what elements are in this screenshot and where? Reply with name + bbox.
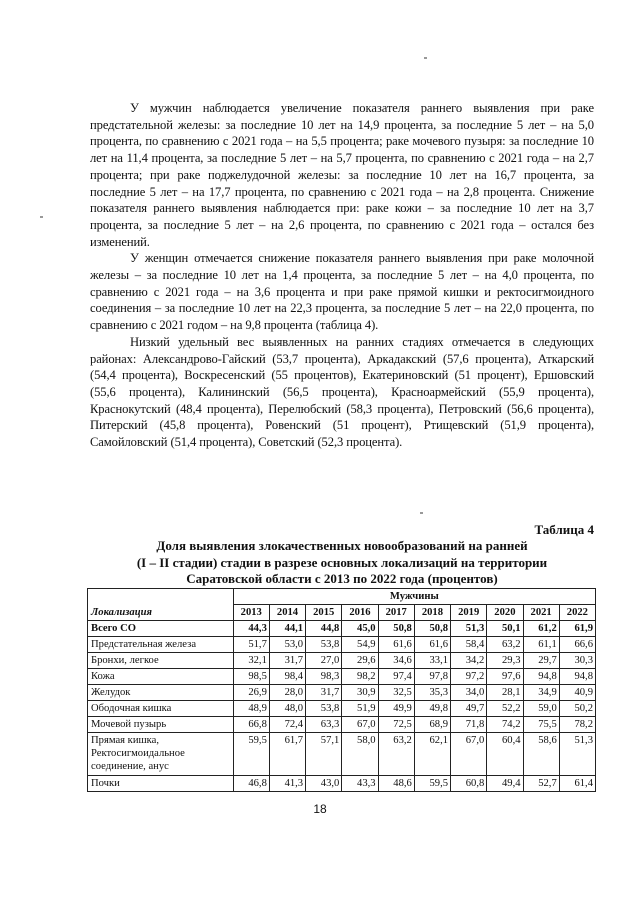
value-cell: 66,6 <box>559 637 595 653</box>
value-cell: 30,3 <box>559 653 595 669</box>
value-cell: 98,2 <box>342 669 378 685</box>
value-cell: 30,9 <box>342 685 378 701</box>
value-cell: 34,2 <box>451 653 487 669</box>
value-cell: 49,4 <box>487 776 523 792</box>
year-header: 2016 <box>342 605 378 621</box>
localization-cell: Мочевой пузырь <box>88 717 234 733</box>
paragraph-women: У женщин отмечается снижение показателя раннего выявления при раке молочной железы – за последние 10 лет на 1,4 процента, за последние 5 лет – на 4,0 процента, по сравнению с 2021 года – на 3,6 процента и при раке прямой кишки и ректосигмоидного соединения – за последние 10 лет на 22,3 процента, за последние 5 лет – на 22,0 процента, по сравнению с 2021 годом – на 9,8 процента (таблица 4). <box>90 251 594 333</box>
localization-cell: Кожа <box>88 669 234 685</box>
value-cell: 52,2 <box>487 701 523 717</box>
value-cell: 98,5 <box>233 669 269 685</box>
value-cell: 49,9 <box>378 701 414 717</box>
localization-header: Локализация <box>88 605 234 621</box>
localization-cell: Ободочная кишка <box>88 701 234 717</box>
value-cell: 59,5 <box>414 776 450 792</box>
table-title <box>90 538 594 588</box>
table-group-header-row <box>88 589 596 605</box>
value-cell: 61,1 <box>523 637 559 653</box>
value-cell: 32,5 <box>378 685 414 701</box>
value-cell: 29,3 <box>487 653 523 669</box>
value-cell: 26,9 <box>233 685 269 701</box>
body-text <box>90 100 594 451</box>
year-header: 2019 <box>451 605 487 621</box>
value-cell: 67,0 <box>451 733 487 776</box>
value-cell: 44,1 <box>269 621 305 637</box>
value-cell: 68,9 <box>414 717 450 733</box>
value-cell: 33,1 <box>414 653 450 669</box>
group-header: Мужчины <box>233 589 595 605</box>
value-cell: 44,8 <box>306 621 342 637</box>
value-cell: 63,2 <box>378 733 414 776</box>
data-table <box>87 588 596 792</box>
value-cell: 50,1 <box>487 621 523 637</box>
value-cell: 51,3 <box>559 733 595 776</box>
value-cell: 28,1 <box>487 685 523 701</box>
value-cell: 63,3 <box>306 717 342 733</box>
value-cell: 34,6 <box>378 653 414 669</box>
table-row <box>88 653 596 669</box>
value-cell: 97,8 <box>414 669 450 685</box>
value-cell: 59,0 <box>523 701 559 717</box>
value-cell: 54,9 <box>342 637 378 653</box>
value-cell: 32,1 <box>233 653 269 669</box>
value-cell: 94,8 <box>523 669 559 685</box>
year-header: 2021 <box>523 605 559 621</box>
year-header: 2018 <box>414 605 450 621</box>
value-cell: 31,7 <box>306 685 342 701</box>
value-cell: 57,1 <box>306 733 342 776</box>
table-row <box>88 621 596 637</box>
value-cell: 50,8 <box>414 621 450 637</box>
value-cell: 51,9 <box>342 701 378 717</box>
value-cell: 41,3 <box>269 776 305 792</box>
value-cell: 34,9 <box>523 685 559 701</box>
value-cell: 66,8 <box>233 717 269 733</box>
value-cell: 48,0 <box>269 701 305 717</box>
value-cell: 53,8 <box>306 637 342 653</box>
value-cell: 61,6 <box>378 637 414 653</box>
localization-cell: Желудок <box>88 685 234 701</box>
table-row <box>88 685 596 701</box>
value-cell: 61,6 <box>414 637 450 653</box>
value-cell: 28,0 <box>269 685 305 701</box>
localization-cell: Прямая кишка, Ректосигмоидальное соединение, анус <box>88 733 234 776</box>
paragraph-men: У мужчин наблюдается увеличение показателя раннего выявления при раке предстательной железы: за последние 10 лет на 14,9 процента, за последние 5 лет – на 5,0 процента, по сравнению с 2021 года – на 5,5 процента; раке мочевого пузыря: за последние 10 лет на 11,4 процента, за последние 5 лет – на 5,7 процента, по сравнению с 2021 года – на 2,7 процента; при раке поджелудочной железы: за последние 10 лет на 16,7 процента, за последние 5 лет – на 17,7 процента, по сравнению с 2021 года – на 2,8 процента. Снижение показателя раннего выявления наблюдается при: раке кожи – за последние 10 лет на 3,7 процента, за последние 5 лет – на 2,6 процента, по сравнению с 2021 года – остался без изменений. <box>90 101 594 249</box>
year-header: 2017 <box>378 605 414 621</box>
value-cell: 61,2 <box>523 621 559 637</box>
value-cell: 60,4 <box>487 733 523 776</box>
value-cell: 58,6 <box>523 733 559 776</box>
value-cell: 94,8 <box>559 669 595 685</box>
value-cell: 51,3 <box>451 621 487 637</box>
value-cell: 49,8 <box>414 701 450 717</box>
value-cell: 97,6 <box>487 669 523 685</box>
localization-cell: Бронхи, легкое <box>88 653 234 669</box>
year-header: 2014 <box>269 605 305 621</box>
value-cell: 43,0 <box>306 776 342 792</box>
value-cell: 35,3 <box>414 685 450 701</box>
table-row <box>88 717 596 733</box>
year-header: 2015 <box>306 605 342 621</box>
value-cell: 58,0 <box>342 733 378 776</box>
value-cell: 74,2 <box>487 717 523 733</box>
table-title-line: (I – II стадии) стадии в разрезе основных локализаций на территории <box>136 554 548 570</box>
value-cell: 45,0 <box>342 621 378 637</box>
value-cell: 71,8 <box>451 717 487 733</box>
value-cell: 59,5 <box>233 733 269 776</box>
table-title-line: Саратовской области с 2013 по 2022 года (процентов) <box>186 571 498 586</box>
value-cell: 97,2 <box>451 669 487 685</box>
page-number: 18 <box>313 802 327 816</box>
value-cell: 50,8 <box>378 621 414 637</box>
value-cell: 61,7 <box>269 733 305 776</box>
table-row <box>88 701 596 717</box>
value-cell: 53,0 <box>269 637 305 653</box>
value-cell: 61,4 <box>559 776 595 792</box>
year-header: 2020 <box>487 605 523 621</box>
value-cell: 29,7 <box>523 653 559 669</box>
table-corner-cell <box>88 589 234 605</box>
value-cell: 78,2 <box>559 717 595 733</box>
value-cell: 29,6 <box>342 653 378 669</box>
value-cell: 44,3 <box>233 621 269 637</box>
value-cell: 50,2 <box>559 701 595 717</box>
value-cell: 63,2 <box>487 637 523 653</box>
value-cell: 58,4 <box>451 637 487 653</box>
value-cell: 48,6 <box>378 776 414 792</box>
year-header: 2022 <box>559 605 595 621</box>
localization-cell: Всего СО <box>88 621 234 637</box>
scan-speck <box>424 57 427 59</box>
localization-cell: Предстательная железа <box>88 637 234 653</box>
value-cell: 61,9 <box>559 621 595 637</box>
value-cell: 98,3 <box>306 669 342 685</box>
value-cell: 67,0 <box>342 717 378 733</box>
value-cell: 40,9 <box>559 685 595 701</box>
table-title-line: Доля выявления злокачественных новообразований на ранней <box>156 538 528 553</box>
scan-speck <box>40 216 43 218</box>
localization-cell: Почки <box>88 776 234 792</box>
value-cell: 98,4 <box>269 669 305 685</box>
value-cell: 60,8 <box>451 776 487 792</box>
value-cell: 43,3 <box>342 776 378 792</box>
year-header: 2013 <box>233 605 269 621</box>
table-row <box>88 776 596 792</box>
value-cell: 46,8 <box>233 776 269 792</box>
value-cell: 27,0 <box>306 653 342 669</box>
value-cell: 51,7 <box>233 637 269 653</box>
value-cell: 72,5 <box>378 717 414 733</box>
table-row <box>88 637 596 653</box>
value-cell: 34,0 <box>451 685 487 701</box>
value-cell: 48,9 <box>233 701 269 717</box>
value-cell: 72,4 <box>269 717 305 733</box>
table-label: Таблица 4 <box>534 522 594 537</box>
value-cell: 97,4 <box>378 669 414 685</box>
table-year-header-row <box>88 605 596 621</box>
table-row <box>88 733 596 776</box>
value-cell: 31,7 <box>269 653 305 669</box>
value-cell: 75,5 <box>523 717 559 733</box>
scan-speck <box>420 512 423 514</box>
table-row <box>88 669 596 685</box>
value-cell: 49,7 <box>451 701 487 717</box>
value-cell: 52,7 <box>523 776 559 792</box>
value-cell: 53,8 <box>306 701 342 717</box>
paragraph-districts: Низкий удельный вес выявленных на ранних стадиях отмечается в следующих районах: Александрово-Гайский (53,7 процента), Аркадакский (57,6 процента), Аткарский (54,4 процента), Воскресенский (55 процентов), Екатериновский (51 процент), Ершовский (55,6 процента), Калининский (56,5 процента), Красноармейский (55,9 процента), Краснокутский (48,4 процента), Перелюбский (58,3 процента), Петровский (56,6 процента), Питерский (45,8 процента), Ровенский (51 процент), Ртищевский (51,9 процента), Самойловский (51,4 процента), Советский (52,3 процента). <box>90 334 594 450</box>
value-cell: 62,1 <box>414 733 450 776</box>
